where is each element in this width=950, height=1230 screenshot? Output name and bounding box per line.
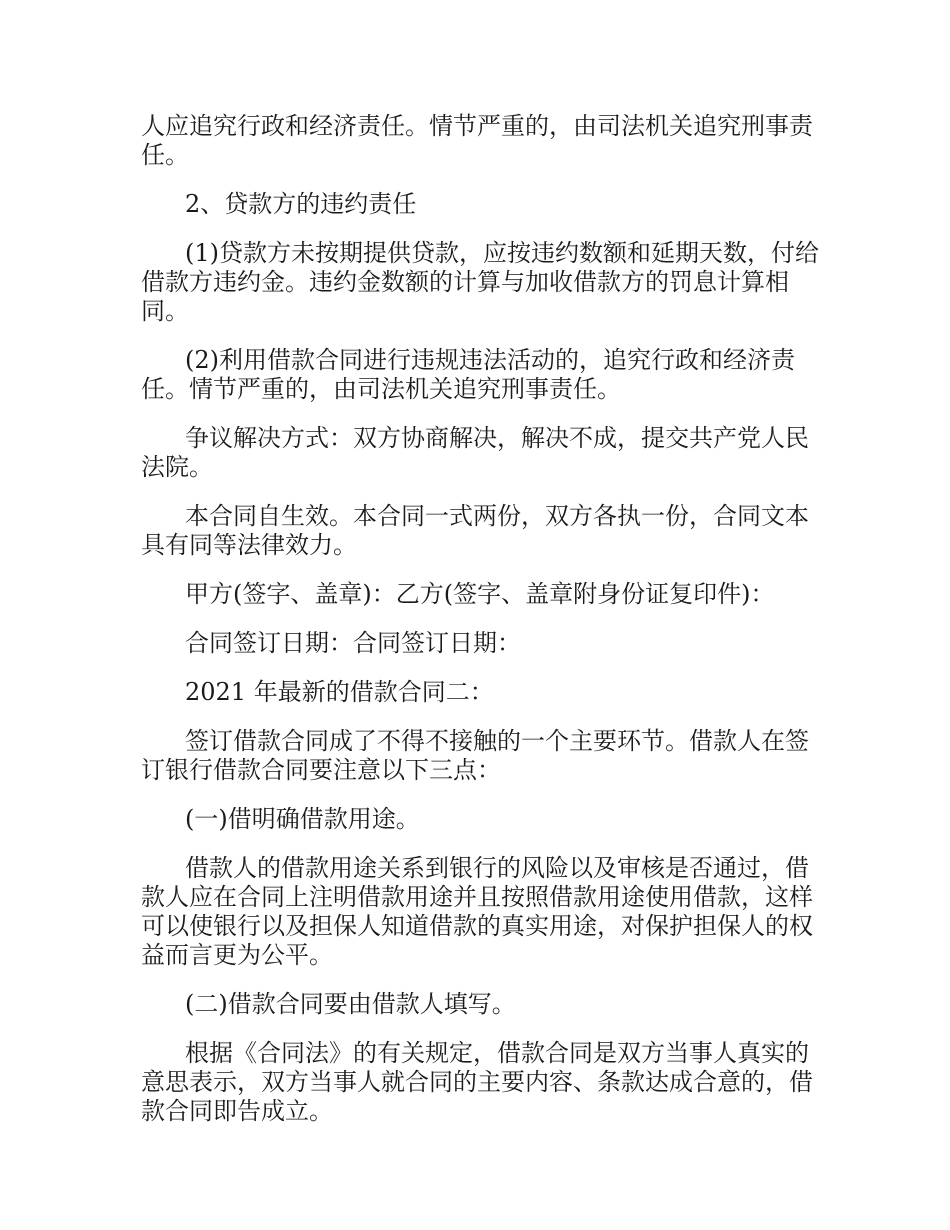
document-body: [141, 112, 820, 1126]
signature-line: 甲方(签字、盖章)：乙方(签字、盖章附身份证复印件)：: [185, 580, 775, 608]
section-heading-lender-liability: 2、贷款方的违约责任: [185, 190, 417, 218]
intro-paragraph: 签订借款合同成了不得不接触的一个主要环节。借款人在签订银行借款合同要注意以下三点：: [141, 727, 809, 784]
point-two-body: 根据《合同法》的有关规定，借款合同是双方当事人真实的意思表示，双方当事人就合同的主要内容、条款达成合意的，借款合同即告成立。: [141, 1039, 813, 1125]
clause-1-late-loan: (1)贷款方未按期提供贷款，应按违约数额和延期天数，付给借款方违约金。违约金数额的计算与加收借款方的罚息计算相同。: [141, 239, 819, 325]
point-one-body: 借款人的借款用途关系到银行的风险以及审核是否通过，借款人应在合同上注明借款用途并且按照借款用途使用借款，这样可以使银行以及担保人知道借款的真实用途，对保护担保人的权益而言更为公平。: [141, 854, 813, 969]
signing-date-line: 合同签订日期：合同签订日期：: [185, 629, 521, 657]
point-one-heading: (一)借明确借款用途。: [185, 805, 420, 833]
contract-effect: 本合同自生效。本合同一式两份，双方各执一份，合同文本具有同等法律效力。: [141, 502, 809, 559]
clause-2-illegal-use: (2)利用借款合同进行违规违法活动的，追究行政和经济责任。情节严重的，由司法机关追究刑事责任。: [141, 346, 795, 403]
paragraph-continuation: 人应追究行政和经济责任。情节严重的，由司法机关追究刑事责任。: [141, 112, 813, 169]
section-title-contract-two: 2021 年最新的借款合同二：: [185, 678, 494, 706]
dispute-resolution: 争议解决方式：双方协商解决，解决不成，提交共产党人民法院。: [141, 424, 809, 481]
point-two-heading: (二)借款合同要由借款人填写。: [185, 990, 516, 1018]
